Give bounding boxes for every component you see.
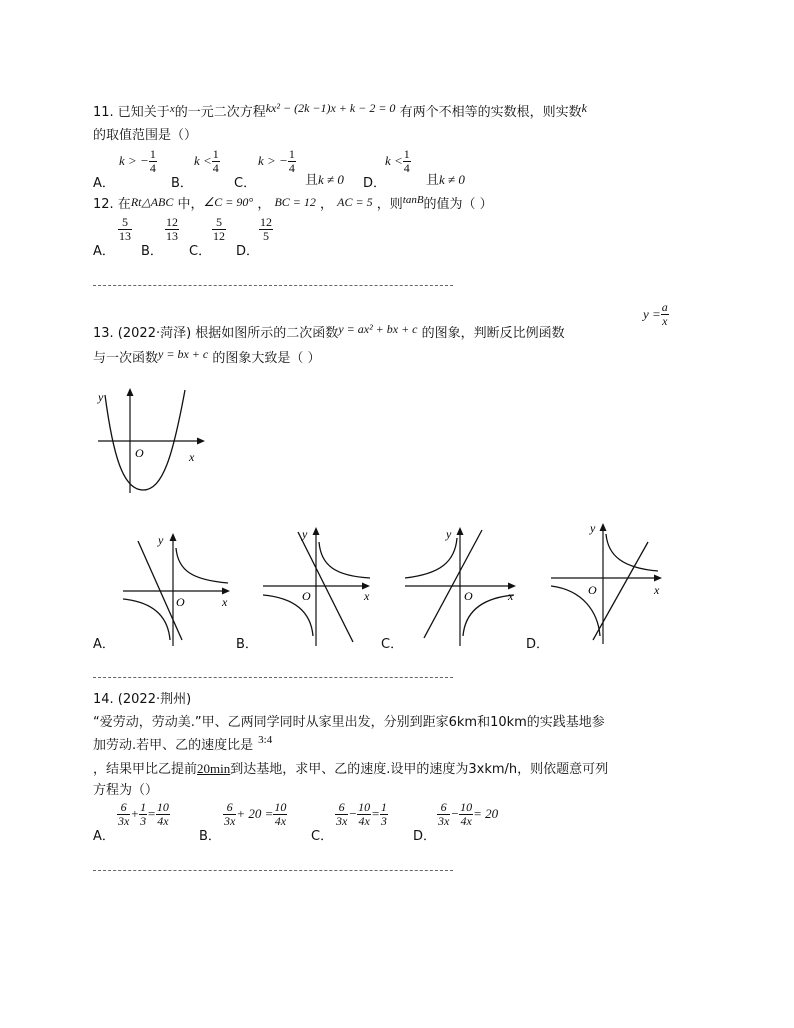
x-label: x: [508, 589, 514, 603]
option-c-label[interactable]: C．: [381, 637, 404, 652]
fraction: [288, 148, 296, 175]
q12-bc: BC = 12: [274, 195, 316, 209]
numerator: 10: [156, 800, 169, 814]
linear-line: [593, 542, 648, 640]
linear-line: [424, 530, 482, 638]
numerator: 6: [440, 800, 447, 814]
option-b-expr: [223, 801, 287, 828]
option-a-label[interactable]: A．: [93, 637, 115, 652]
option-c-expr: [335, 801, 388, 828]
q11-text: 的一元二次方程: [174, 105, 266, 120]
q14-stem-line2: [93, 734, 272, 753]
option-c-label[interactable]: C．: [189, 244, 212, 259]
operator: =: [371, 806, 380, 821]
option-d-graph[interactable]: [548, 516, 672, 652]
denominator: 3x: [118, 814, 130, 828]
x-label: x: [222, 595, 228, 609]
option-a-graph[interactable]: [118, 526, 238, 652]
q13-inverse-func: [643, 301, 669, 328]
numerator: 1: [149, 147, 156, 161]
x-axis-arrow: [222, 588, 230, 595]
numerator: 1: [288, 147, 295, 161]
denominator: 13: [166, 229, 178, 243]
q13-stem-line2: [93, 347, 320, 366]
expr-text: k <: [385, 153, 403, 168]
q13-text: 的图象，判断反比例函数: [421, 326, 565, 341]
fraction: [118, 216, 132, 243]
q12-text: 12. 在: [93, 197, 131, 212]
operator: −: [450, 806, 460, 821]
q13-text: 与一次函数: [93, 351, 159, 366]
denominator: 4x: [460, 814, 472, 828]
expr-text: 且: [305, 173, 319, 188]
y-axis-arrow: [600, 523, 607, 531]
fraction: [117, 801, 130, 828]
fraction: [357, 801, 371, 828]
fraction: [223, 801, 236, 828]
option-c-label[interactable]: C．: [311, 829, 334, 844]
origin-label: O: [588, 583, 597, 597]
denominator: 4: [288, 161, 295, 175]
numerator: a: [661, 300, 668, 314]
linear-line: [298, 532, 353, 642]
x-axis-arrow: [654, 575, 662, 582]
numerator: 12: [166, 215, 178, 229]
q12-text: ，则: [376, 197, 403, 212]
option-d-expr: [385, 148, 411, 175]
q14-options: [93, 800, 533, 844]
numerator: 6: [338, 800, 345, 814]
denominator: 4x: [358, 814, 370, 828]
x-label: x: [654, 583, 660, 597]
separator-line: [93, 285, 453, 286]
option-d-label[interactable]: D．: [363, 176, 387, 191]
denominator: 4: [212, 161, 219, 175]
option-d-expr: [437, 801, 498, 828]
fraction: [437, 801, 450, 828]
q14-text: ，结果甲比乙提前: [93, 762, 198, 777]
option-a-label[interactable]: A．: [93, 829, 115, 844]
y-label: y: [158, 533, 164, 547]
fraction: [403, 148, 411, 175]
fraction: [165, 216, 179, 243]
q13-text: 13. (2022·菏泽) 根据如图所示的二次函数: [93, 326, 339, 341]
option-d-label[interactable]: D．: [236, 244, 260, 259]
y-axis-arrow: [127, 388, 134, 396]
q14-text: 加劳动.若甲、乙的速度比是: [93, 738, 254, 753]
expr-text: k ≠ 0: [318, 172, 344, 187]
hyperbola-branch: [606, 534, 658, 571]
fraction: [149, 148, 157, 175]
origin-label: O: [176, 595, 185, 609]
expr-text: y =: [643, 306, 661, 322]
fraction: [259, 216, 273, 243]
denominator: 12: [213, 229, 225, 243]
hyperbola-branch: [123, 599, 170, 640]
numerator: 5: [216, 215, 222, 229]
numerator: 1: [140, 800, 147, 814]
option-c-label[interactable]: C．: [234, 176, 257, 191]
option-b-label[interactable]: B．: [141, 244, 163, 259]
denominator: 13: [119, 229, 131, 243]
numerator: 1: [380, 800, 387, 814]
q12-ac: AC = 5: [337, 195, 373, 209]
operator: +: [130, 806, 140, 821]
y-axis-arrow: [170, 533, 177, 541]
q13-quadratic: y = ax² + bx + c: [338, 322, 418, 336]
operator: −: [348, 806, 358, 821]
numerator: 6: [120, 800, 127, 814]
denominator: 4x: [157, 814, 169, 828]
numerator: 10: [358, 800, 371, 814]
denominator: 4x: [274, 814, 287, 828]
y-label: y: [590, 521, 596, 535]
parabola-curve: [105, 390, 185, 490]
option-a-expr: [117, 801, 170, 828]
option-b-label[interactable]: B．: [199, 829, 221, 844]
hyperbola-branch: [176, 548, 228, 583]
y-label: y: [98, 390, 104, 404]
option-d-cond: [426, 169, 465, 188]
denominator: 3x: [438, 814, 450, 828]
separator-line: [93, 870, 453, 871]
q11-text: 11. 已知关于: [93, 105, 170, 120]
operator: + 20 =: [236, 806, 274, 821]
parabola-graph: [93, 385, 213, 500]
q14-ratio: 3:4: [258, 734, 273, 746]
fraction: [139, 801, 147, 828]
hyperbola-branch: [405, 538, 457, 578]
expr-text: 且: [426, 173, 440, 188]
q11-equation: kx² − (2k −1)x + k − 2 = 0: [265, 101, 396, 115]
x-label: x: [189, 450, 195, 464]
denominator: 3x: [224, 814, 236, 828]
option-b-expr: [194, 148, 220, 175]
expr-text: k <: [194, 153, 212, 168]
fraction: [459, 801, 473, 828]
fraction: [661, 301, 669, 328]
fraction: [335, 801, 348, 828]
q12-triangle: Rt△ABC: [130, 195, 174, 209]
option-c-cond: [305, 169, 344, 188]
separator-line: [93, 677, 453, 678]
q14-stem-line1: “爱劳动，劳动美.”甲、乙两同学同时从家里出发，分别到距家6km和10km的实践基地参: [93, 715, 605, 730]
q11-stem-line2: 的取值范围是（）: [93, 128, 198, 143]
option-b-graph[interactable]: [258, 518, 378, 652]
numerator: 5: [122, 215, 128, 229]
denominator: 5: [259, 229, 273, 243]
q12-stem: 12. 在Rt△ABC 中，∠C = 90° ， BC = 12 ， AC = 5 ，则$^{tanB}$的值为（ ）: [93, 194, 493, 212]
operator: = 20: [473, 806, 499, 821]
fraction: [212, 148, 220, 175]
y-label: y: [302, 527, 308, 541]
expr-text: k ≠ 0: [439, 172, 465, 187]
option-b-label[interactable]: B．: [236, 637, 258, 652]
fraction: [156, 801, 170, 828]
numerator: 6: [226, 800, 233, 814]
q14-stem-line3: [93, 758, 608, 777]
q14-text: 到达基地，求甲、乙的速度.设甲的速度为3xkm/h，则依题意可列: [230, 762, 609, 777]
q11-var-x: x: [169, 103, 175, 115]
option-d-label[interactable]: D．: [413, 829, 437, 844]
operator: =: [147, 806, 156, 821]
q13-linear: y = bx + c: [158, 347, 209, 361]
denominator: 3: [380, 814, 387, 828]
origin-label: O: [464, 589, 473, 603]
x-axis-arrow: [197, 438, 205, 445]
fraction: [212, 216, 226, 243]
expr-text: k > −: [258, 153, 288, 168]
q13-text: 的图象大致是（ ）: [212, 351, 321, 366]
expr-text: k > −: [119, 153, 149, 168]
y-axis-arrow: [457, 527, 464, 535]
q14-stem-line4: 方程为（）: [93, 783, 159, 798]
numerator: 12: [260, 215, 272, 229]
denominator: x: [662, 314, 668, 328]
option-d-label[interactable]: D．: [526, 637, 550, 652]
denominator: 3x: [336, 814, 348, 828]
numerator: 10: [274, 800, 287, 814]
q11-text: 有两个不相等的实数根，则实数: [399, 105, 582, 120]
y-axis-arrow: [313, 527, 320, 535]
fraction: [380, 801, 388, 828]
q12-text: 中，: [177, 197, 204, 212]
numerator: 1: [212, 147, 219, 161]
hyperbola-branch: [319, 542, 370, 578]
origin-label: O: [135, 446, 144, 460]
option-c-graph[interactable]: [402, 518, 524, 652]
q11-var-k: k: [581, 101, 587, 115]
numerator: 1: [403, 147, 410, 161]
y-label: y: [446, 527, 452, 541]
option-c-expr: [258, 148, 296, 175]
fraction: [273, 801, 287, 828]
x-label: x: [364, 589, 370, 603]
q12-text: 的值为（ ）: [423, 197, 493, 212]
q12-angle: ∠C = 90°: [203, 195, 254, 209]
option-a-label[interactable]: A．: [93, 176, 115, 191]
q11-stem-line1: [93, 101, 587, 120]
origin-label: O: [302, 589, 311, 603]
option-b-label[interactable]: B．: [171, 176, 193, 191]
denominator: 3: [140, 814, 147, 828]
denominator: 4: [403, 161, 410, 175]
option-a-label[interactable]: A．: [93, 244, 115, 259]
q13-stem-line1: [93, 322, 565, 341]
q12-tan: tanB: [402, 194, 424, 206]
numerator: 10: [460, 800, 473, 814]
q14-time: 20min: [197, 761, 231, 776]
option-a-expr: [119, 148, 157, 175]
q14-source: 14. (2022·荆州): [93, 692, 192, 707]
denominator: 4: [149, 161, 156, 175]
